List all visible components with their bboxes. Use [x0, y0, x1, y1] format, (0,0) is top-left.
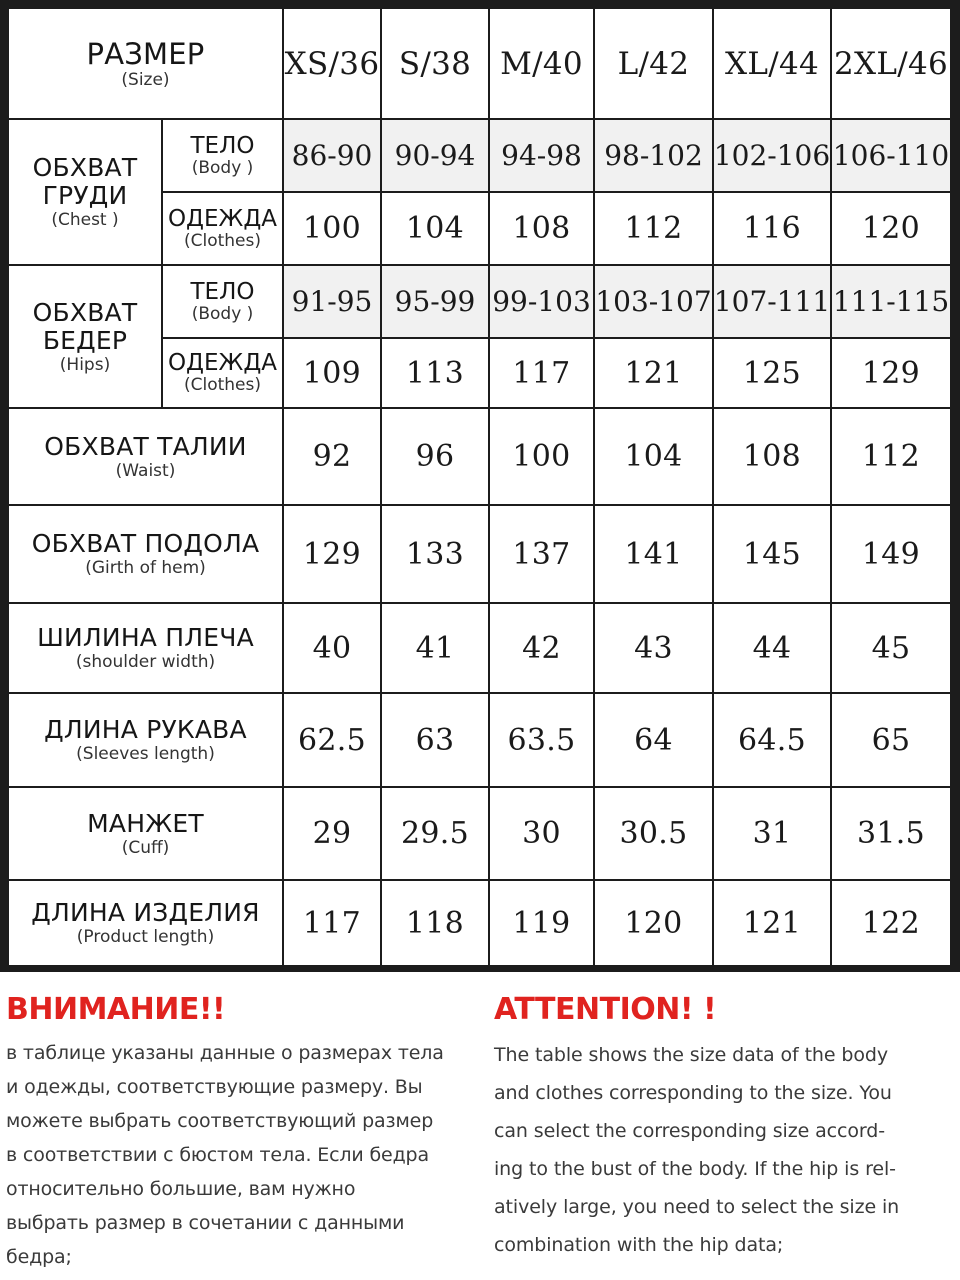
- note-line-ru: можете выбрать соответствующий размер: [6, 1110, 434, 1132]
- note-line-ru: бедра;: [6, 1246, 72, 1268]
- size-header: [9, 9, 282, 118]
- group-1-row-0-cell: [832, 266, 950, 337]
- measure-row-3-value: 65: [871, 722, 911, 758]
- measure-row-5-cell: [284, 881, 380, 965]
- attention-text-ru: [6, 1036, 484, 1274]
- measure-row-1-cell: [595, 506, 712, 602]
- measure-row-2-subtitle: (shoulder width): [75, 652, 216, 672]
- note-line-ru: выбрать размер в сочетании с данными: [6, 1212, 405, 1234]
- note-line-en: combination with the hip data;: [494, 1234, 784, 1256]
- group-1-row-1-value: 125: [742, 355, 802, 391]
- measure-row-3-cell: [490, 694, 593, 786]
- group-0-row-0-value: 90-94: [394, 139, 476, 172]
- measure-row-0-title: ОБХВАТ ТАЛИИ: [44, 431, 247, 461]
- measure-row-3-value: 63: [415, 722, 455, 758]
- measure-row-0-value: 108: [742, 439, 802, 474]
- measure-row-1-value: 137: [512, 536, 571, 572]
- group-1-row-1-value: 129: [861, 355, 921, 391]
- measure-row-1-cell: [832, 506, 950, 602]
- attention-title-en: ATTENTION! !: [494, 992, 717, 1027]
- measure-row-3-value: 64: [634, 722, 673, 758]
- group-0-row-1-value: 100: [302, 211, 362, 246]
- group-1-row-1-cell: [714, 339, 830, 407]
- measure-row-5-subtitle: (Product length): [76, 927, 215, 947]
- size-header-value: XS/36: [284, 45, 380, 82]
- measure-row-1-cell: [284, 506, 380, 602]
- measure-row-4-cell: [284, 788, 380, 879]
- size-header-subtitle: (Size): [121, 69, 170, 90]
- note-line-en: and clothes corresponding to the size. You: [494, 1082, 892, 1104]
- size-header-cell: [714, 9, 830, 118]
- measure-row-1-cell: [714, 506, 830, 602]
- group-0-title: ОБХВАТ ГРУДИ: [32, 153, 138, 210]
- measure-row-0-value: 112: [861, 439, 921, 474]
- group-1-row-1-cell: [832, 339, 950, 407]
- group-1-sub-1-title: ОДЕЖДА: [167, 350, 278, 376]
- group-0: [9, 120, 161, 264]
- measure-row-2: [9, 604, 282, 692]
- note-line-en: The table shows the size data of the body: [494, 1044, 888, 1066]
- group-0-row-1-cell: [595, 193, 712, 264]
- size-header-value: M/40: [500, 45, 583, 82]
- group-0-sub-1-subtitle: (Clothes): [183, 230, 261, 251]
- group-1-row-1-cell: [490, 339, 593, 407]
- group-1-row-1-value: 113: [405, 355, 465, 391]
- group-0-row-0-cell: [382, 120, 488, 191]
- group-0-row-1-cell: [490, 193, 593, 264]
- note-line-en: atively large, you need to select the size in: [494, 1196, 900, 1218]
- group-1-row-0-value: 111-115: [832, 285, 950, 318]
- group-0-row-1-cell: [284, 193, 380, 264]
- measure-row-2-cell: [490, 604, 593, 692]
- measure-row-5-title: ДЛИНА ИЗДЕЛИЯ: [31, 898, 260, 927]
- size-header-value: L/42: [617, 45, 690, 82]
- measure-row-0-cell: [284, 409, 380, 504]
- size-header-cell: [382, 9, 488, 118]
- group-0-row-0-value: 98-102: [604, 139, 703, 172]
- measure-row-5-cell: [595, 881, 712, 965]
- measure-row-5: [9, 881, 282, 965]
- measure-row-0: [9, 409, 282, 504]
- measure-row-2-cell: [382, 604, 488, 692]
- measure-row-5-value: 122: [861, 905, 921, 941]
- measure-row-0-value: 96: [415, 439, 455, 474]
- measure-row-1-title: ОБХВАТ ПОДОЛА: [31, 529, 260, 558]
- measure-row-4-value: 29: [312, 816, 352, 851]
- measure-row-0-cell: [490, 409, 593, 504]
- measure-row-0-cell: [382, 409, 488, 504]
- group-1-row-0-cell: [490, 266, 593, 337]
- measure-row-3-cell: [714, 694, 830, 786]
- size-header-value: 2XL/46: [833, 45, 949, 82]
- attention-note-ru: [6, 980, 484, 1280]
- group-0-row-1-cell: [382, 193, 488, 264]
- group-1-row-1-value: 121: [624, 355, 683, 391]
- measure-row-0-cell: [595, 409, 712, 504]
- measure-row-3-title: ДЛИНА РУКАВА: [44, 715, 247, 744]
- group-0-subtitle: (Chest ): [51, 210, 119, 230]
- measure-row-5-cell: [714, 881, 830, 965]
- group-0-sub-0: [163, 120, 282, 191]
- measure-row-2-cell: [714, 604, 830, 692]
- group-0-sub-1: [163, 193, 282, 264]
- group-1-row-0-cell: [714, 266, 830, 337]
- group-0-row-0-cell: [490, 120, 593, 191]
- group-1-row-0-value: 91-95: [291, 285, 373, 318]
- measure-row-0-value: 100: [512, 439, 571, 474]
- measure-row-0-cell: [832, 409, 950, 504]
- size-header-title: РАЗМЕР: [86, 36, 205, 71]
- measure-row-5-value: 117: [302, 905, 362, 941]
- group-0-row-1-cell: [714, 193, 830, 264]
- group-0-row-0-cell: [832, 120, 950, 191]
- measure-row-4: [9, 788, 282, 879]
- measure-row-3: [9, 694, 282, 786]
- measure-row-0-subtitle: (Waist): [115, 460, 176, 481]
- measure-row-4-cell: [382, 788, 488, 879]
- group-0-row-1-cell: [832, 193, 950, 264]
- group-1-sub-0-subtitle: (Body ): [191, 303, 254, 324]
- measure-row-3-value: 64.5: [738, 722, 806, 758]
- group-0-row-0-value: 102-106: [713, 139, 831, 172]
- measure-row-4-value: 31: [752, 816, 792, 851]
- note-line-ru: относительно большие, вам нужно: [6, 1178, 356, 1200]
- group-1-sub-0: [163, 266, 282, 337]
- note-line-ru: и одежды, соответствующие размеру. Вы: [6, 1076, 423, 1098]
- measure-row-5-cell: [490, 881, 593, 965]
- group-0-row-0-cell: [714, 120, 830, 191]
- measure-row-4-value: 30.5: [619, 816, 688, 851]
- group-0-sub-0-title: ТЕЛО: [190, 132, 255, 159]
- group-1-sub-0-title: ТЕЛО: [190, 278, 255, 305]
- measure-row-2-title: ШИЛИНА ПЛЕЧА: [37, 623, 254, 652]
- group-0-row-1-value: 104: [405, 211, 465, 246]
- attention-title-ru: ВНИМАНИЕ!!: [6, 992, 226, 1027]
- measure-row-4-value: 30: [522, 816, 561, 851]
- group-0-row-0-value: 106-110: [832, 139, 950, 172]
- measure-row-1-value: 129: [302, 536, 362, 572]
- group-1: [9, 266, 161, 407]
- measure-row-2-cell: [832, 604, 950, 692]
- group-1-title: ОБХВАТ БЕДЕР: [32, 297, 138, 355]
- group-1-sub-1-subtitle: (Clothes): [183, 375, 261, 395]
- group-0-row-0-cell: [595, 120, 712, 191]
- measure-row-2-cell: [595, 604, 712, 692]
- group-1-row-0-cell: [284, 266, 380, 337]
- group-1-row-0-cell: [382, 266, 488, 337]
- measure-row-5-value: 120: [624, 905, 683, 941]
- measure-row-1-cell: [490, 506, 593, 602]
- group-1-row-0-value: 99-103: [492, 285, 591, 318]
- measure-row-1-subtitle: (Girth of hem): [85, 558, 206, 578]
- size-header-cell: [832, 9, 950, 118]
- group-0-sub-0-subtitle: (Body ): [191, 157, 254, 178]
- measure-row-1-cell: [382, 506, 488, 602]
- measure-row-1-value: 145: [742, 536, 802, 572]
- measure-row-3-subtitle: (Sleeves length): [76, 744, 215, 764]
- measure-row-5-value: 121: [742, 905, 802, 941]
- measure-row-4-cell: [832, 788, 950, 879]
- measure-row-3-value: 62.5: [298, 722, 366, 758]
- measure-row-1-value: 141: [624, 536, 683, 572]
- group-1-row-1-value: 117: [512, 355, 571, 391]
- group-1-row-0-value: 103-107: [595, 285, 712, 318]
- size-header-cell: [595, 9, 712, 118]
- group-0-row-0-cell: [284, 120, 380, 191]
- note-line-ru: в таблице указаны данные о размерах тела: [6, 1042, 444, 1064]
- group-1-row-1-cell: [284, 339, 380, 407]
- group-0-row-1-value: 108: [512, 211, 571, 246]
- group-1-row-1-cell: [382, 339, 488, 407]
- measure-row-3-cell: [284, 694, 380, 786]
- measure-row-1: [9, 506, 282, 602]
- size-header-value: S/38: [398, 45, 472, 82]
- measure-row-5-value: 119: [512, 905, 571, 941]
- measure-row-1-value: 149: [861, 536, 921, 572]
- size-header-value: XL/44: [724, 45, 820, 82]
- note-line-en: can select the corresponding size accord-: [494, 1120, 885, 1142]
- measure-row-5-cell: [382, 881, 488, 965]
- group-1-row-1-cell: [595, 339, 712, 407]
- group-1-row-1-value: 109: [302, 355, 362, 391]
- measure-row-2-value: 41: [415, 630, 455, 666]
- measure-row-1-value: 133: [405, 536, 465, 572]
- measure-row-5-value: 118: [405, 905, 465, 941]
- measure-row-2-value: 42: [522, 630, 561, 666]
- attention-text-en: [494, 1036, 956, 1264]
- measure-row-4-cell: [714, 788, 830, 879]
- measure-row-0-cell: [714, 409, 830, 504]
- size-header-cell: [284, 9, 380, 118]
- note-line-ru: в соответствии с бюстом тела. Если бедра: [6, 1144, 429, 1166]
- measure-row-2-value: 43: [634, 630, 673, 666]
- measure-row-4-cell: [490, 788, 593, 879]
- measure-row-3-cell: [382, 694, 488, 786]
- group-0-row-0-value: 94-98: [501, 139, 582, 172]
- size-header-cell: [490, 9, 593, 118]
- measure-row-4-title: МАНЖЕТ: [87, 808, 204, 838]
- group-1-row-0-cell: [595, 266, 712, 337]
- group-1-row-0-value: 107-111: [713, 285, 831, 318]
- measure-row-4-subtitle: (Cuff): [121, 837, 170, 858]
- measure-row-3-cell: [595, 694, 712, 786]
- measure-row-4-cell: [595, 788, 712, 879]
- measure-row-2-value: 44: [752, 630, 792, 666]
- measure-row-4-value: 31.5: [857, 816, 925, 851]
- group-1-row-0-value: 95-99: [394, 285, 476, 318]
- measure-row-2-cell: [284, 604, 380, 692]
- measure-row-3-cell: [832, 694, 950, 786]
- measure-row-2-value: 40: [312, 630, 352, 666]
- attention-note-en: [494, 980, 956, 1280]
- group-0-row-1-value: 116: [742, 211, 802, 246]
- measure-row-0-value: 104: [624, 439, 683, 474]
- measure-row-0-value: 92: [312, 439, 352, 474]
- measure-row-5-cell: [832, 881, 950, 965]
- note-line-en: ing to the bust of the body. If the hip is rel-: [494, 1158, 896, 1180]
- group-0-row-1-value: 112: [624, 211, 683, 246]
- measure-row-2-value: 45: [871, 630, 911, 666]
- measure-row-4-value: 29.5: [401, 816, 469, 851]
- group-0-sub-1-title: ОДЕЖДА: [167, 205, 278, 232]
- group-1-subtitle: (Hips): [59, 354, 111, 375]
- group-0-row-1-value: 120: [861, 211, 921, 246]
- measure-row-3-value: 63.5: [507, 722, 576, 758]
- group-0-row-0-value: 86-90: [291, 139, 373, 172]
- group-1-sub-1: [163, 339, 282, 407]
